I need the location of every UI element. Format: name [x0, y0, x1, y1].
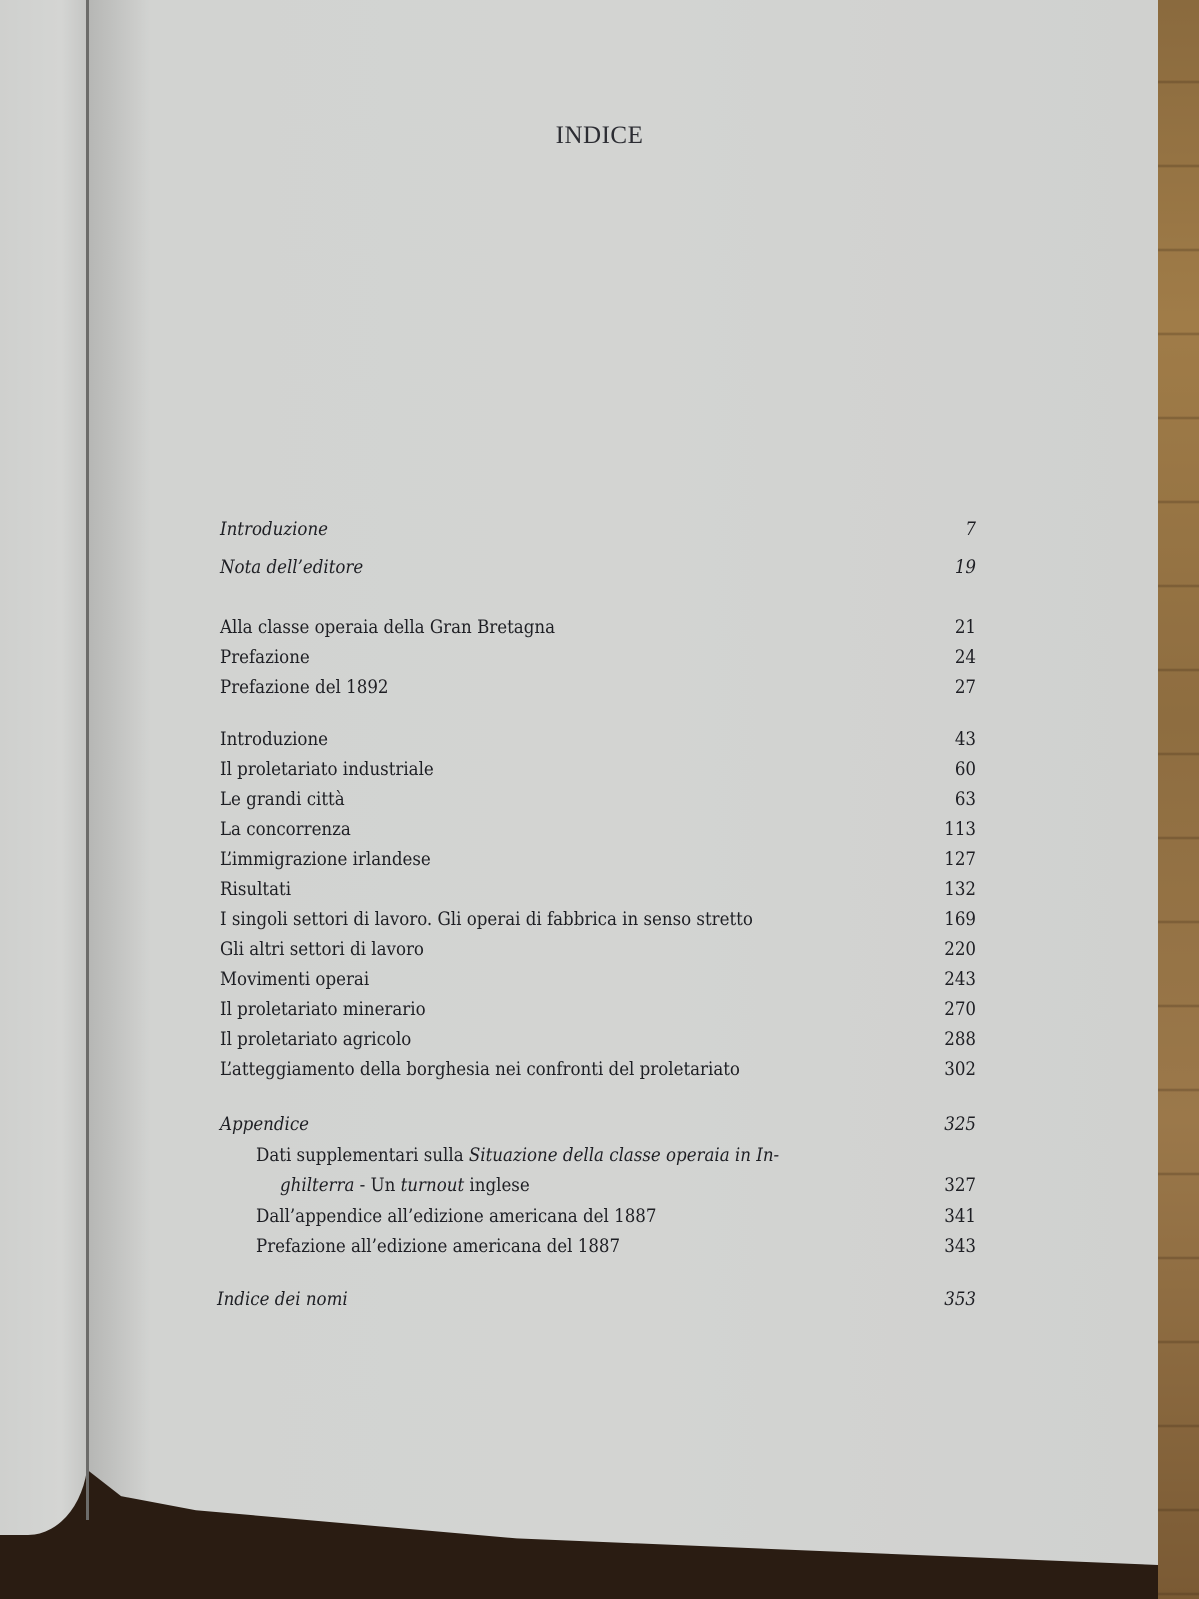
toc-entry-page: 27: [954, 677, 976, 698]
toc-entry-label: Il proletariato industriale: [220, 759, 434, 780]
toc-entry: [220, 616, 976, 640]
toc-entry-label: Il proletariato agricolo: [220, 1029, 412, 1050]
toc-entry: [217, 1288, 976, 1312]
toc-entry: [220, 788, 976, 812]
toc-entry: [220, 878, 976, 902]
toc-entry-label: Prefazione: [220, 647, 310, 668]
toc-entry-label: L’atteggiamento della borghesia nei confronti del proletariato: [220, 1059, 740, 1080]
page-title: INDICE: [555, 122, 644, 149]
toc-entry-page: 21: [954, 617, 976, 638]
toc-entry: [220, 646, 976, 670]
toc-entry-page: 19: [954, 557, 976, 578]
label-part: - Un: [354, 1175, 401, 1196]
toc-entry-page: 132: [944, 879, 976, 900]
toc-entry: [220, 818, 976, 842]
toc-entry: [220, 518, 976, 542]
toc-entry-label: Risultati: [220, 879, 292, 900]
book-gutter: [86, 0, 89, 1520]
toc-entry: [256, 1205, 976, 1229]
label-part: inglese: [464, 1175, 530, 1196]
toc-entry: [220, 848, 976, 872]
toc-entry: [220, 908, 976, 932]
toc-entry: [220, 728, 976, 752]
toc-entry-label: Dall’appendice all’edizione americana del 1887: [256, 1206, 657, 1227]
label-part-italic: ghilterra: [280, 1175, 355, 1196]
toc-entry: [220, 1028, 976, 1052]
label-part: Dati supplementari sulla: [256, 1145, 469, 1166]
toc-entry-page: 43: [954, 729, 976, 750]
left-facing-page: [0, 0, 88, 1535]
toc-entry-page: 220: [944, 939, 976, 960]
toc-entry-label: Prefazione del 1892: [220, 677, 389, 698]
wooden-table-background: [1158, 0, 1199, 1599]
toc-entry: [220, 758, 976, 782]
toc-entry-label: La concorrenza: [220, 819, 351, 840]
toc-entry-label: Appendice: [220, 1114, 310, 1135]
toc-entry-label: L’immigrazione irlandese: [220, 849, 431, 870]
toc-entry-page: 60: [954, 759, 976, 780]
toc-entry-label: Indice dei nomi: [217, 1289, 348, 1310]
toc-entry-page: 325: [944, 1114, 976, 1135]
toc-entry-label: Nota dell’editore: [220, 557, 364, 578]
toc-entry-page: 288: [944, 1029, 976, 1050]
book-page: [89, 0, 1158, 1565]
toc-entry-page: 270: [944, 999, 976, 1020]
toc-entry-page: 7: [965, 519, 976, 540]
toc-entry-label: Le grandi città: [220, 789, 345, 810]
toc-entry: [220, 556, 976, 580]
toc-entry: [220, 1113, 976, 1137]
toc-entry-page: 341: [944, 1206, 976, 1227]
label-part-italic: Situazione della classe operaia in In-: [468, 1145, 780, 1166]
toc-entry: [220, 968, 976, 992]
toc-entry: [256, 1235, 976, 1259]
toc-entry-label: Movimenti operai: [220, 969, 370, 990]
toc-entry-label: Gli altri settori di lavoro: [220, 939, 424, 960]
toc-entry: [220, 1058, 976, 1082]
toc-entry-label: I singoli settori di lavoro. Gli operai di fabbrica in senso stretto: [220, 909, 753, 930]
toc-entry-label: Introduzione: [220, 519, 329, 540]
toc-entry-page: 327: [944, 1175, 976, 1196]
toc-entry-label: Prefazione all’edizione americana del 1887: [256, 1236, 621, 1257]
toc-entry-label: Introduzione: [220, 729, 329, 750]
toc-entry-label: Alla classe operaia della Gran Bretagna: [220, 617, 555, 638]
toc-entry: [220, 938, 976, 962]
toc-entry-page: 243: [944, 969, 976, 990]
label-part-italic: turnout: [400, 1175, 465, 1196]
toc-entry-page: 353: [944, 1289, 976, 1310]
toc-entry-label: [280, 1174, 530, 1198]
toc-entry-page: 113: [944, 819, 976, 840]
toc-entry-page: 169: [944, 909, 976, 930]
toc-entry-page: 63: [954, 789, 976, 810]
toc-entry: [220, 998, 976, 1022]
toc-entry: [256, 1144, 976, 1168]
toc-entry-label: Il proletariato minerario: [220, 999, 426, 1020]
toc-entry-label: [256, 1144, 779, 1168]
toc-entry-page: 302: [944, 1059, 976, 1080]
toc-entry-page: 127: [944, 849, 976, 870]
toc-entry-page: 24: [954, 647, 976, 668]
toc-entry-continuation: [280, 1174, 976, 1198]
toc-entry: [220, 676, 976, 700]
toc-entry-page: 343: [944, 1236, 976, 1257]
